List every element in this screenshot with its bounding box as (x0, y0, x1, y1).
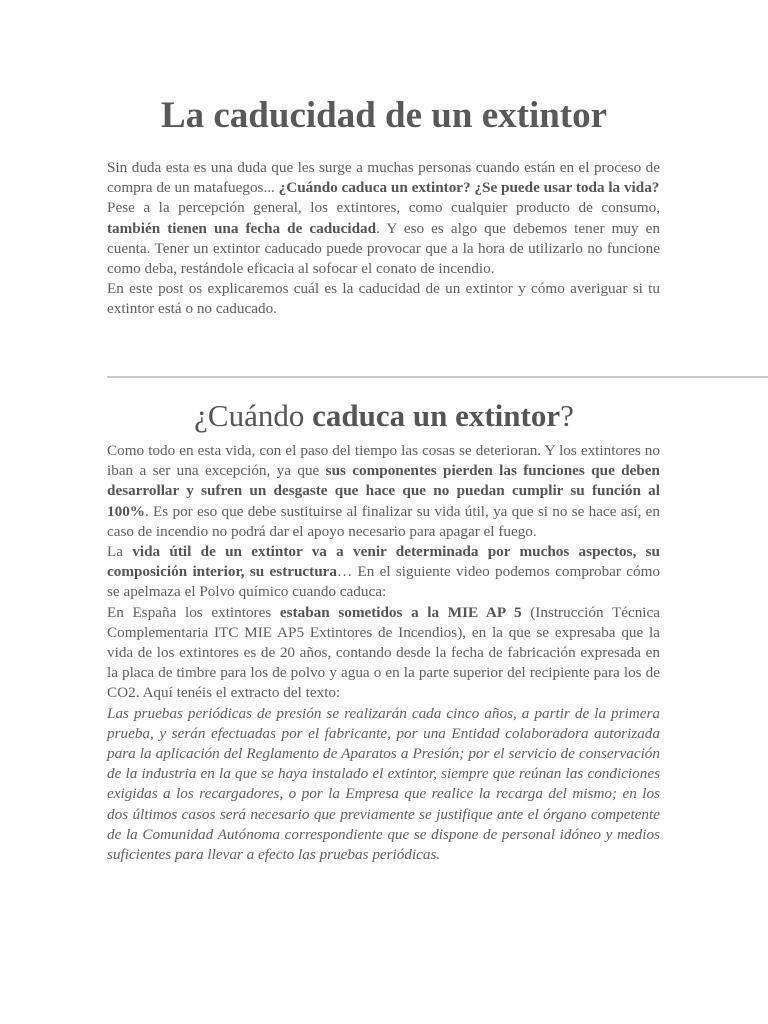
section-p1-bold: sus componentes pierden las funciones que deben desarrollar y sufren un desgaste que hace que no puedan cumplir su función al 100% (107, 462, 660, 520)
section-p1-text-a: Como todo en esta vida, con el paso del tiempo las cosas se deterioran. Y los extintores no iban a ser una excepción, ya que (107, 442, 660, 480)
section-heading (0, 394, 768, 438)
intro-section (107, 158, 660, 320)
page-title: La caducidad de un extintor (160, 95, 608, 136)
section-p3-bold: estaban sometidos a la MIE AP 5 (279, 603, 522, 621)
intro-paragraph-2 (107, 198, 660, 279)
legal-quote: Las pruebas periódicas de presión se realizarán cada cinco años, a partir de la primera prueba, y serán efectuadas por el fabricante, por una Entidad colaboradora autorizada para la aplicación del Reglamento de Aparatos a Presión; por el servicio de conservación de la industria en la que se haya instalado el extintor, siempre que reúnan las condiciones exigidas a los recargadores, o por la Empresa que realice la recarga del mismo; en los dos últimos casos será necesario que previamente se justifique ante el órgano competente de la Comunidad Autónoma correspondiente que se dispone de personal idóneo y medios suficientes para llevar a efecto las pruebas periódicas. (107, 704, 660, 864)
horizontal-divider (107, 376, 768, 378)
section-p2-text-c: … En el siguiente video podemos comprobar cómo se apelmaza el Polvo químico cuando caduca: (107, 563, 660, 601)
section-p2-bold: vida útil de un extintor va a venir determinada por muchos aspectos, su composición interior, su estructura (107, 543, 660, 581)
section-p3-text-c: (Instrucción Técnica Complementaria ITC MIE AP5 Extintores de Incendios), en la que se expresaba que la vida de los extintores es de 20 años, contando desde la fecha de fabricación expresada en la placa de timbre para los de polvo y agua o en la parte superior del recipiente para los de CO2. Aquí tenéis el extracto del texto: (107, 603, 660, 702)
section-p2-text-a: La (107, 543, 133, 561)
intro-p2-text-c: . Y eso es algo que debemos tener muy en cuenta. Tener un extintor caducado puede provocar que a la hora de utilizarlo no funcione como deba, restándole eficacia al sofocar el conato de incendio. (107, 219, 660, 278)
intro-p1-text: Sin duda esta es una duda que les surge a muchas personas cuando están en el proceso de compra de un matafuegos... (107, 159, 660, 197)
intro-paragraph-3: En este post os explicaremos cuál es la caducidad de un extintor y cómo averiguar si tu extintor está o no caducado. (107, 280, 660, 318)
main-section (107, 441, 660, 865)
intro-p2-bold: también tienen una fecha de caducidad (107, 219, 377, 237)
section-paragraph-2 (107, 542, 660, 603)
heading-part-bold: caduca un extintor (312, 398, 561, 433)
heading-part-c: ? (560, 398, 574, 433)
heading-part-a: ¿Cuándo (194, 398, 313, 433)
section-paragraph-3 (107, 603, 660, 704)
intro-paragraph-1 (107, 158, 660, 198)
intro-p1-bold: ¿Cuándo caduca un extintor? ¿Se puede usar toda la vida? (278, 179, 660, 197)
section-paragraph-1 (107, 441, 660, 542)
intro-p2-text-a: Pese a la percepción general, los extintores, como cualquier producto de consumo, (107, 199, 660, 217)
section-p3-text-a: En España los extintores (107, 603, 280, 621)
section-p1-text-c: . Es por eso que debe sustituirse al finalizar su vida útil, ya que si no se hace así, en caso de incendio no podrá dar el apoyo necesario para apagar el fuego. (107, 502, 660, 540)
